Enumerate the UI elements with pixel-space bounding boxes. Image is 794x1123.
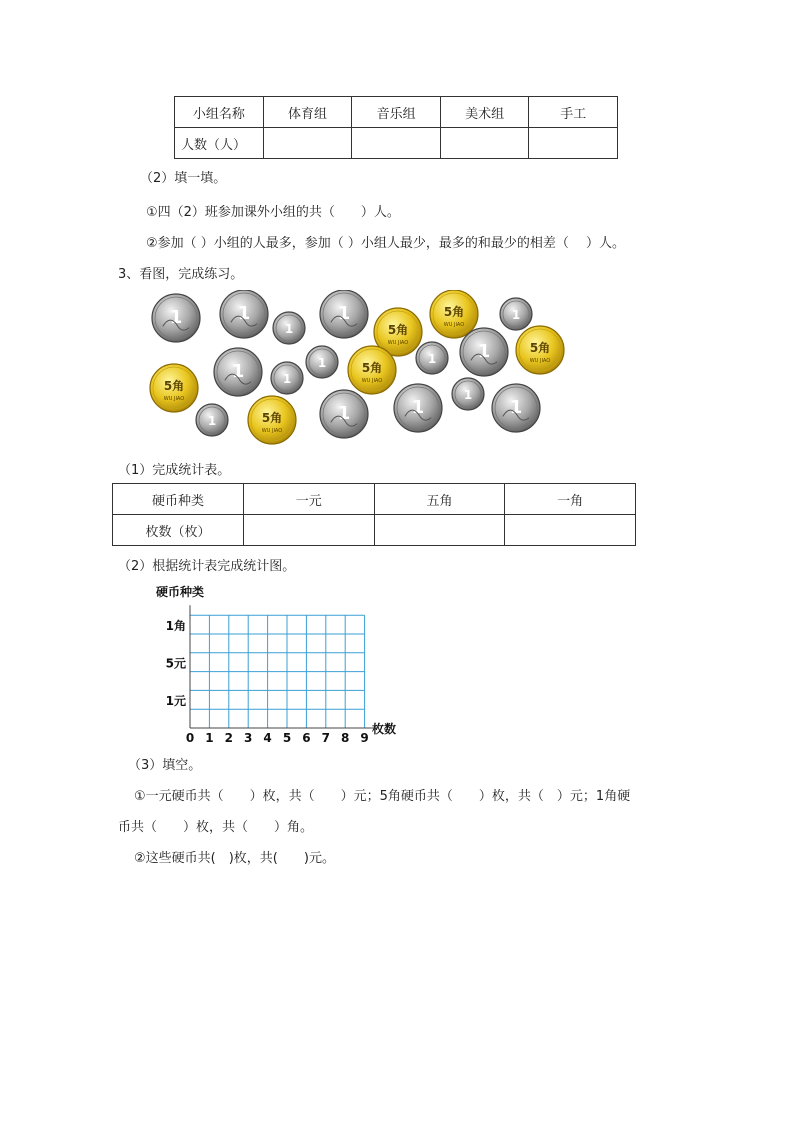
table-cell: 体育组 <box>263 97 352 128</box>
table-cell: 小组名称 <box>175 97 264 128</box>
answer-cell[interactable] <box>529 128 618 159</box>
one-jiao-coin <box>416 342 448 374</box>
chart-x-ticks <box>186 731 369 742</box>
table-cell: 美术组 <box>440 97 529 128</box>
tick-label: 8 <box>341 731 350 742</box>
coin-label: 5角 <box>261 411 283 425</box>
tick-label: 6 <box>302 731 311 742</box>
answer-cell[interactable] <box>243 515 374 546</box>
coin-label: 1 <box>317 356 327 370</box>
sub1-title: （1）完成统计表。 <box>118 463 231 478</box>
x-axis-label: 枚数 <box>372 722 397 736</box>
coin-stat-table <box>112 483 636 546</box>
group-count-table <box>174 96 618 159</box>
coin-label: 1 <box>463 388 473 402</box>
tick-label: 9 <box>360 731 369 742</box>
one-jiao-coin <box>196 404 228 436</box>
one-jiao-coin <box>452 378 484 410</box>
coin-label: 1 <box>511 308 521 322</box>
five-jiao-coin <box>430 290 478 338</box>
one-yuan-coin <box>460 328 508 376</box>
coin-label: 1 <box>237 303 251 324</box>
q3-title: 3、看图，完成练习。 <box>118 267 244 282</box>
sub2-title: （2）根据统计表完成统计图。 <box>118 559 296 574</box>
coin-label: 5角 <box>443 305 465 319</box>
table-row <box>175 128 618 159</box>
coin-label: 5角 <box>361 361 383 375</box>
table-cell: 五角 <box>374 484 505 515</box>
coin-sublabel: WU JIAO <box>529 358 551 364</box>
coin-label: 1 <box>337 403 351 424</box>
one-yuan-coin <box>152 294 200 342</box>
one-jiao-coin <box>273 312 305 344</box>
coin-sublabel: WU JIAO <box>163 396 185 402</box>
coin-sublabel: WU JIAO <box>361 378 383 384</box>
q2-line1: ①四（2）班参加课外小组的共（ ）人。 <box>146 205 400 220</box>
coin-label: 1 <box>427 352 437 366</box>
five-jiao-coin <box>348 346 396 394</box>
coin-sublabel: WU JIAO <box>261 428 283 434</box>
y-axis-label: 硬币种类 <box>156 585 205 599</box>
tick-label: 2 <box>224 731 233 742</box>
q2-line2: ②参加（ ）小组的人最多，参加（ ）小组人最少，最多的和最少的相差（ ）人。 <box>146 236 626 251</box>
coin-label: 1 <box>231 361 245 382</box>
fill-line1b: 币共（ ）枚，共（ ）角。 <box>118 820 314 835</box>
category-label: 5元 <box>165 656 186 671</box>
coin-label: 1 <box>284 322 294 336</box>
coin-bar-chart <box>150 582 410 742</box>
tick-label: 0 <box>185 731 195 742</box>
coin-label: 1 <box>337 303 351 324</box>
table-cell: 一元 <box>243 484 374 515</box>
q2-title: （2）填一填。 <box>140 171 227 186</box>
chart-grid <box>190 605 379 728</box>
tick-label: 5 <box>282 731 292 742</box>
one-yuan-coin <box>220 290 268 338</box>
answer-cell[interactable] <box>263 128 352 159</box>
coin-sublabel: WU JIAO <box>387 340 409 346</box>
table-cell: 人数（人） <box>175 128 264 159</box>
one-jiao-coin <box>306 346 338 378</box>
one-yuan-coin <box>394 384 442 432</box>
one-yuan-coin <box>492 384 540 432</box>
table-cell: 硬币种类 <box>113 484 244 515</box>
five-jiao-coin <box>150 364 198 412</box>
category-label: 1元 <box>165 694 186 709</box>
category-label: 1角 <box>165 619 186 633</box>
five-jiao-coin <box>516 326 564 374</box>
table-row <box>113 515 636 546</box>
answer-cell[interactable] <box>374 515 505 546</box>
coins-picture <box>140 290 580 450</box>
one-yuan-coin <box>320 390 368 438</box>
coin-label: 1 <box>509 397 523 418</box>
tick-label: 3 <box>244 731 253 742</box>
answer-cell[interactable] <box>352 128 441 159</box>
chart-categories <box>166 618 186 708</box>
table-cell: 手工 <box>529 97 618 128</box>
table-cell: 枚数（枚） <box>113 515 244 546</box>
fill-line2: ②这些硬币共( )枚，共( )元。 <box>134 851 335 866</box>
coin-label: 1 <box>207 414 217 428</box>
answer-cell[interactable] <box>505 515 636 546</box>
coin-label: 5角 <box>387 323 409 337</box>
answer-cell[interactable] <box>440 128 529 159</box>
table-row <box>175 97 618 128</box>
tick-label: 7 <box>321 731 330 742</box>
tick-label: 1 <box>205 731 214 742</box>
coin-label: 5角 <box>163 379 185 393</box>
coin-label: 1 <box>282 372 292 386</box>
coin-sublabel: WU JIAO <box>443 322 465 328</box>
coin-label: 1 <box>477 341 491 362</box>
coin-label: 5角 <box>529 341 551 355</box>
coin-label: 1 <box>411 397 425 418</box>
table-row <box>113 484 636 515</box>
one-yuan-coin <box>214 348 262 396</box>
sub3-title: （3）填空。 <box>128 758 202 773</box>
one-jiao-coin <box>500 298 532 330</box>
five-jiao-coin <box>248 396 296 444</box>
one-jiao-coin <box>271 362 303 394</box>
one-yuan-coin <box>320 290 368 338</box>
table-cell: 音乐组 <box>352 97 441 128</box>
fill-line1a: ①一元硬币共（ ）枚，共（ ）元；5角硬币共（ ）枚，共（ ）元；1角硬 <box>134 789 631 804</box>
table-cell: 一角 <box>505 484 636 515</box>
tick-label: 4 <box>263 731 272 742</box>
coin-label: 1 <box>169 307 183 328</box>
